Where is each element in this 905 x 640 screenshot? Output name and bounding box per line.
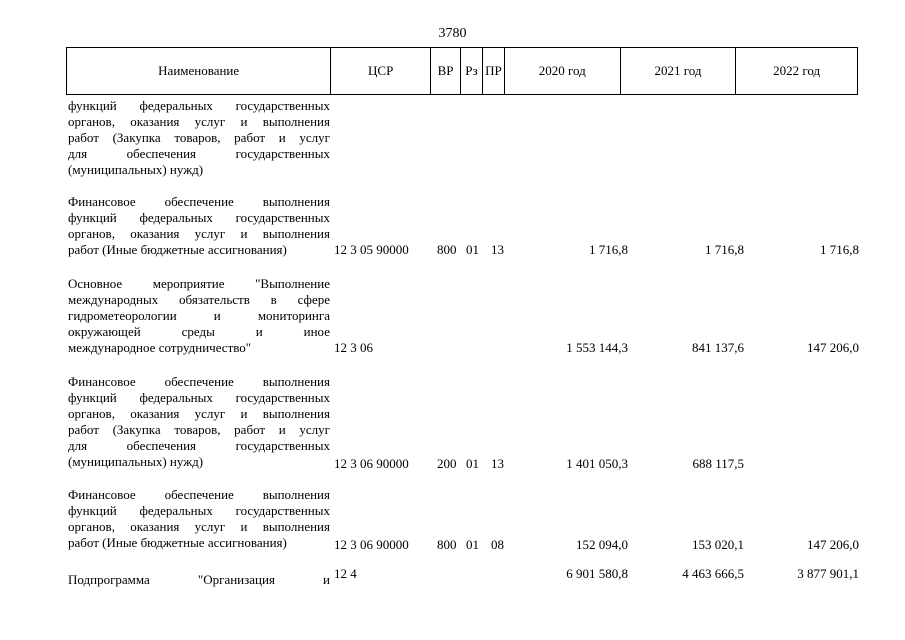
row-name: [68, 487, 330, 551]
name-line: окружающей среды и иное: [68, 324, 330, 339]
name-line: международное сотрудничество": [68, 340, 252, 355]
name-line: Финансовое обеспечение выполнения: [68, 194, 330, 209]
row-csr: 12 4: [334, 566, 357, 581]
name-line: для обеспечения государственных: [68, 146, 330, 161]
name-line: Подпрограмма "Организация и: [68, 572, 330, 587]
row-2021: 153 020,1: [692, 537, 744, 552]
name-line: работ (Закупка товаров, работ и услуг: [68, 130, 330, 145]
header-name: Наименование: [67, 48, 331, 94]
name-line: органов, оказания услуг и выполнения: [68, 114, 330, 129]
row-vr: 800: [437, 242, 457, 257]
row-2020: 1 401 050,3: [566, 456, 628, 471]
row-rz: 01: [466, 242, 479, 257]
header-pr: ПР: [483, 48, 505, 94]
row-name: [68, 98, 330, 178]
name-line: работ (Иные бюджетные ассигнования): [68, 535, 287, 550]
row-2022: 147 206,0: [807, 340, 859, 355]
header-vr: ВР: [431, 48, 461, 94]
name-line: функций федеральных государственных: [68, 98, 330, 113]
name-line: (муниципальных) нужд): [68, 454, 204, 469]
row-2020: 1 553 144,3: [566, 340, 628, 355]
name-line: для обеспечения государственных: [68, 438, 330, 453]
row-pr: 13: [491, 242, 504, 257]
header-2020: 2020 год: [505, 48, 621, 94]
name-line: функций федеральных государственных: [68, 503, 330, 518]
row-csr: 12 3 05 90000: [334, 242, 409, 257]
name-line: органов, оказания услуг и выполнения: [68, 226, 330, 241]
row-2020: 6 901 580,8: [566, 566, 628, 581]
row-2021: 1 716,8: [705, 242, 744, 257]
row-vr: 800: [437, 537, 457, 552]
name-line: работ (Иные бюджетные ассигнования): [68, 242, 287, 257]
header-2022: 2022 год: [773, 63, 821, 78]
row-csr: 12 3 06 90000: [334, 537, 409, 552]
name-line: Финансовое обеспечение выполнения: [68, 487, 330, 502]
row-pr: 13: [491, 456, 504, 471]
row-name: [68, 276, 330, 356]
row-2020: 1 716,8: [589, 242, 628, 257]
row-vr: 200: [437, 456, 457, 471]
row-name: [68, 194, 330, 258]
row-rz: 01: [466, 537, 479, 552]
row-2021: 841 137,6: [692, 340, 744, 355]
row-2020: 152 094,0: [576, 537, 628, 552]
name-line: Финансовое обеспечение выполнения: [68, 374, 330, 389]
name-line: (муниципальных) нужд): [68, 162, 204, 177]
table-header: [66, 47, 858, 95]
row-csr: 12 3 06 90000: [334, 456, 409, 471]
name-line: органов, оказания услуг и выполнения: [68, 406, 330, 421]
row-2022: 1 716,8: [820, 242, 859, 257]
row-2021: 688 117,5: [692, 456, 744, 471]
row-name: [68, 374, 330, 470]
row-2021: 4 463 666,5: [682, 566, 744, 581]
header-rz: Рз: [461, 48, 483, 94]
name-line: функций федеральных государственных: [68, 390, 330, 405]
row-2022: 3 877 901,1: [797, 566, 859, 581]
row-rz: 01: [466, 456, 479, 471]
name-line: гидрометеорологии и мониторинга: [68, 308, 330, 323]
name-line: функций федеральных государственных: [68, 210, 330, 225]
row-2022: 147 206,0: [807, 537, 859, 552]
page-number: 3780: [438, 26, 467, 41]
header-2021: 2021 год: [621, 48, 737, 94]
row-name: [68, 571, 330, 588]
header-csr: ЦСР: [331, 48, 431, 94]
name-line: международных обязательств в сфере: [68, 292, 330, 307]
row-csr: 12 3 06: [334, 340, 373, 355]
name-line: органов, оказания услуг и выполнения: [68, 519, 330, 534]
name-line: работ (Закупка товаров, работ и услуг: [68, 422, 330, 437]
name-line: Основное мероприятие "Выполнение: [68, 276, 330, 291]
row-pr: 08: [491, 537, 504, 552]
